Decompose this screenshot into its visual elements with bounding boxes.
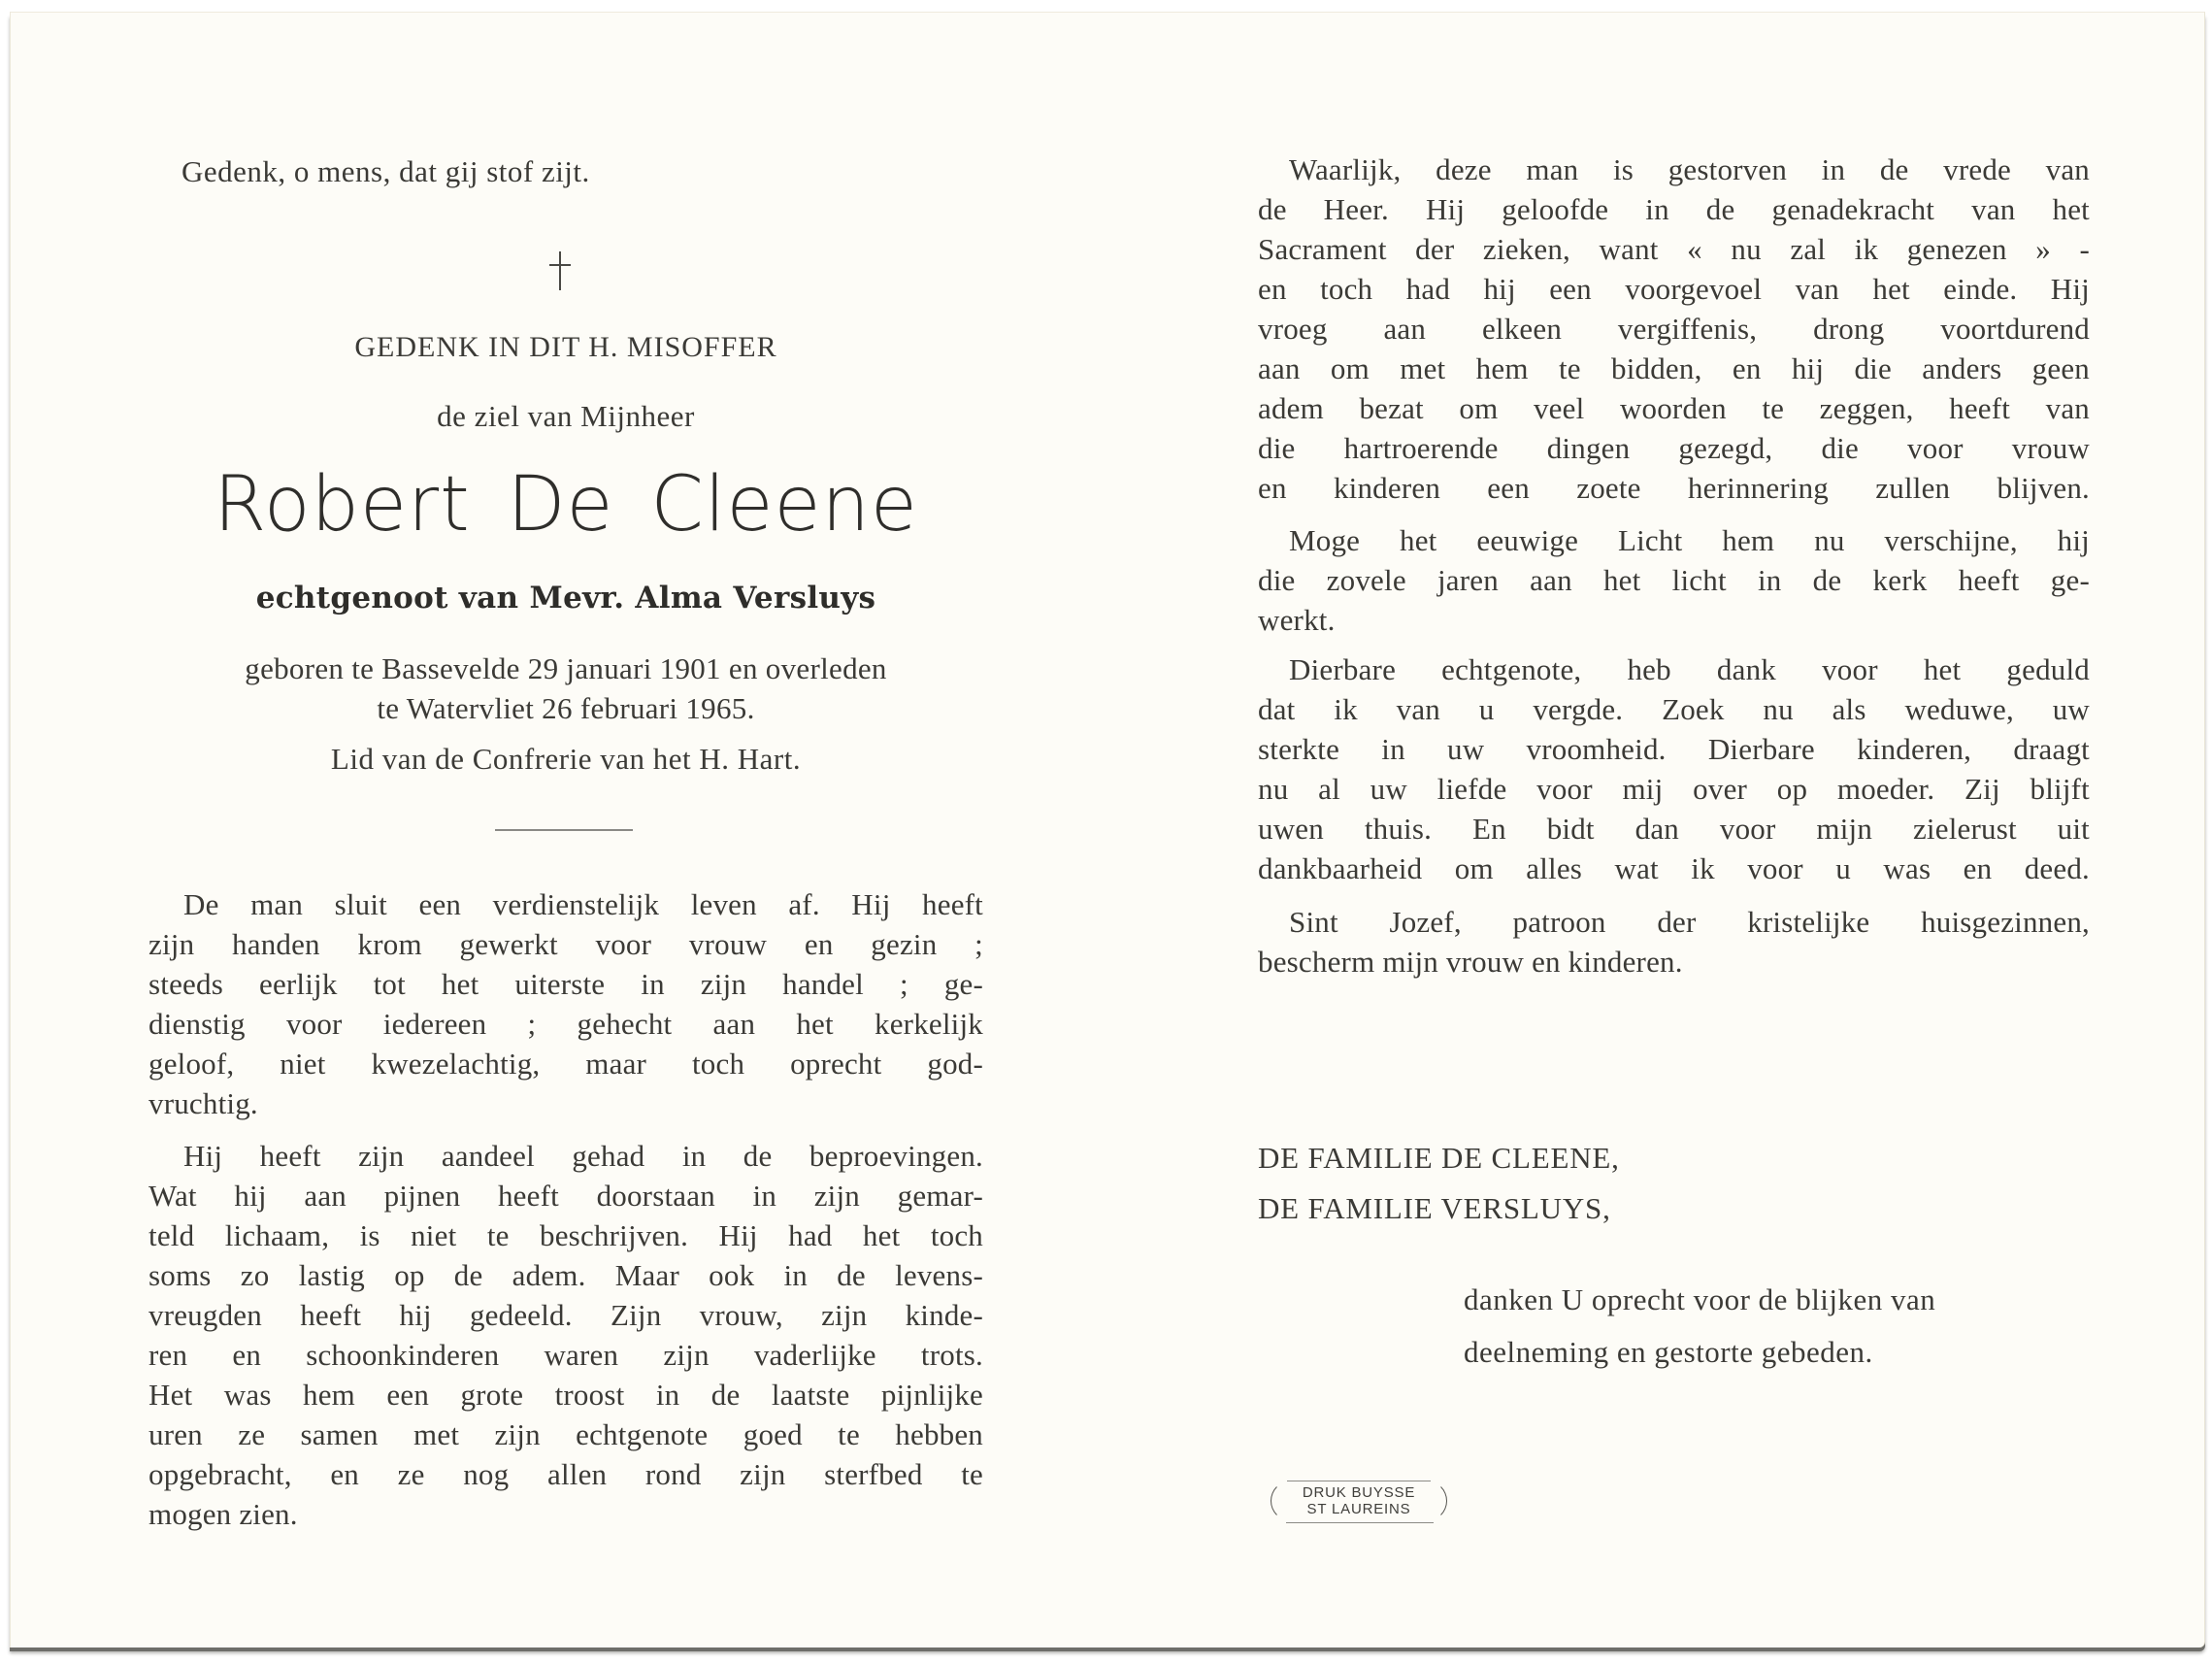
text-line: en kinderen een zoete herinnering zullen blijven. bbox=[1258, 473, 2090, 505]
family-line: DE FAMILIE VERSLUYS, bbox=[1258, 1191, 1611, 1225]
text-line: Moge het eeuwige Licht hem nu verschijne, hij bbox=[1289, 525, 2090, 557]
text-line: werkt. bbox=[1258, 605, 1336, 637]
text-line: Hij heeft zijn aandeel gehad in de beproevingen. bbox=[183, 1141, 983, 1173]
printer-stamp bbox=[1271, 1481, 1449, 1525]
deceased-name: Robert De Cleene bbox=[214, 461, 918, 549]
text-line: teld lichaam, is niet te beschrijven. Hij had het toch bbox=[149, 1220, 983, 1252]
text-line: sterkte in uw vroomheid. Dierbare kinderen, draagt bbox=[1258, 734, 2090, 766]
stamp-underline bbox=[1286, 1522, 1434, 1523]
text-line: zijn handen krom gewerkt voor vrouw en gezin ; bbox=[149, 929, 983, 961]
text-line: nu al uw liefde voor mij over op moeder. Zij blijft bbox=[1258, 774, 2090, 806]
memorial-card bbox=[10, 12, 2205, 1647]
soul-of-line: de ziel van Mijnheer bbox=[437, 399, 695, 433]
text-line: aan om met hem te bidden, en hij die anders geen bbox=[1258, 353, 2090, 385]
text-line: steeds eerlijk tot het uiterste in zijn handel ; ge- bbox=[149, 969, 983, 1001]
mass-heading: GEDENK IN DIT H. MISOFFER bbox=[354, 331, 777, 363]
text-line: geloof, niet kwezelachtig, maar toch oprecht god- bbox=[149, 1048, 983, 1081]
text-line: vruchtig. bbox=[149, 1088, 258, 1120]
birth-death-line: te Watervliet 26 februari 1965. bbox=[377, 691, 755, 725]
thanks-line: deelneming en gestorte gebeden. bbox=[1464, 1335, 1873, 1369]
text-line: vroeg aan elkeen vergiffenis, drong voortdurend bbox=[1258, 314, 2090, 346]
text-line: Sacrament der zieken, want « nu zal ik genezen » - bbox=[1258, 234, 2090, 266]
text-line: Wat hij aan pijnen heeft doorstaan in zijn gemar- bbox=[149, 1181, 983, 1213]
text-line: en toch had hij een voorgevoel van het einde. Hij bbox=[1258, 274, 2090, 306]
text-line: bescherm mijn vrouw en kinderen. bbox=[1258, 947, 1683, 979]
text-line: uwen thuis. En bidt dan voor mijn zielerust uit bbox=[1258, 814, 2090, 846]
text-line: ren en schoonkinderen waren zijn vaderlijke trots. bbox=[149, 1340, 983, 1372]
text-line: Sint Jozef, patroon der kristelijke huisgezinnen, bbox=[1289, 907, 2090, 939]
text-line: dat ik van u vergde. Zoek nu als weduwe, uw bbox=[1258, 694, 2090, 726]
cross-vertical-bar bbox=[559, 251, 561, 290]
birth-death-line: geboren te Bassevelde 29 januari 1901 en overleden bbox=[245, 651, 887, 685]
text-line: adem bezat om veel woorden te zeggen, heeft van bbox=[1258, 393, 2090, 425]
motto: Gedenk, o mens, dat gij stof zijt. bbox=[182, 154, 590, 188]
text-line: uren ze samen met zijn echtgenote goed te hebben bbox=[149, 1419, 983, 1451]
text-line: soms zo lastig op de adem. Maar ook in de levens- bbox=[149, 1260, 983, 1292]
text-line: Waarlijk, deze man is gestorven in de vrede van bbox=[1289, 154, 2090, 186]
text-line: dankbaarheid om alles wat ik voor u was en deed. bbox=[1258, 853, 2090, 885]
spouse-line: echtgenoot van Mevr. Alma Versluys bbox=[255, 581, 876, 616]
text-line: opgebracht, en ze nog allen rond zijn sterfbed te bbox=[149, 1459, 983, 1491]
text-line: vreugden heeft hij gedeeld. Zijn vrouw, zijn kinde- bbox=[149, 1300, 983, 1332]
text-line: Dierbare echtgenote, heb dank voor het geduld bbox=[1289, 654, 2090, 686]
text-line: mogen zien. bbox=[149, 1499, 298, 1531]
text-line: Het was hem een grote troost in de laatste pijnlijke bbox=[149, 1380, 983, 1412]
stamp-printer-name: DRUK BUYSSE bbox=[1302, 1484, 1416, 1501]
membership-line: Lid van de Confrerie van het H. Hart. bbox=[330, 742, 802, 776]
text-line: dienstig voor iedereen ; gehecht aan het kerkelijk bbox=[149, 1009, 983, 1041]
family-line: DE FAMILIE DE CLEENE, bbox=[1258, 1141, 1620, 1175]
cross-horizontal-bar bbox=[549, 264, 571, 266]
latin-cross-icon bbox=[549, 251, 571, 292]
separator-rule bbox=[495, 829, 633, 831]
text-line: De man sluit een verdienstelijk leven af. Hij heeft bbox=[183, 889, 983, 921]
text-line: die zovele jaren aan het licht in de kerk heeft ge- bbox=[1258, 565, 2090, 597]
text-line: die hartroerende dingen gezegd, die voor vrouw bbox=[1258, 433, 2090, 465]
thanks-line: danken U oprecht voor de blijken van bbox=[1464, 1282, 1936, 1316]
text-line: de Heer. Hij geloofde in de genadekracht van het bbox=[1258, 194, 2090, 226]
stamp-printer-location: ST LAUREINS bbox=[1306, 1501, 1411, 1517]
